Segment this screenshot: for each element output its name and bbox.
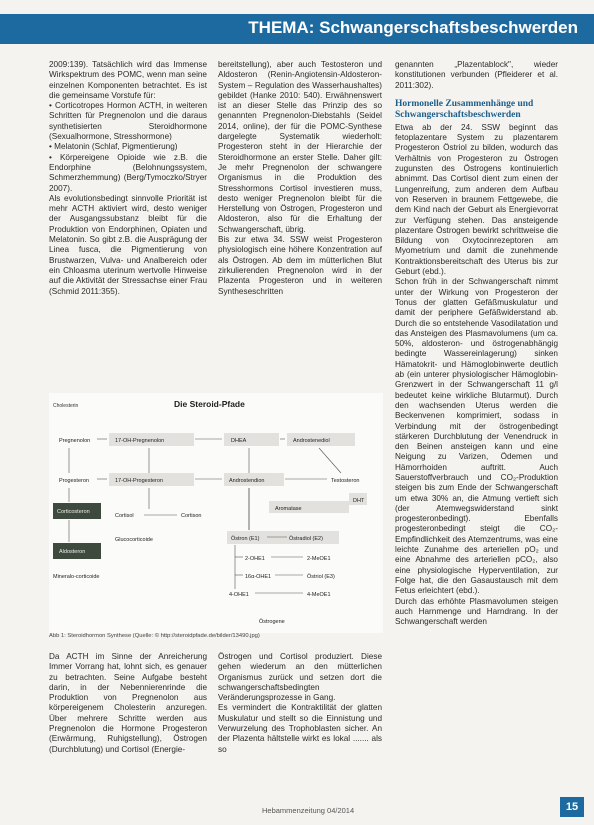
- paragraph: genannten „Plazentablock", wieder konstitutionen verbunden (Pfleiderer et al. 2011:302).: [395, 60, 558, 90]
- node-17oh-progesteron: 17-OH-Progesteron: [115, 478, 163, 484]
- list-item: • Melatonin (Schlaf, Pigmentierung): [49, 142, 178, 152]
- node-aromatase: Aromatase: [275, 506, 302, 512]
- node-16a-ohe1: 16α-OHE1: [245, 574, 272, 580]
- diagram-title: Die Steroid-Pfade: [174, 399, 245, 409]
- paragraph: Da ACTH im Sinne der Anreicherung Immer Vorrang hat, lohnt sich, es genauer zu betrachten. Seine Aufgabe besteht darin, in der Nebennierenrinde die Produktion von Pregnenolon aus körpereigenem Cholesterin anzuregen. Über mehrere Schritte werden aus Pregnenolon die Hormone Progesteron (Erwärmung, Ruhigstellung), Östrogen (Durchblutung) und Cortisol (Energie-: [49, 652, 207, 754]
- node-oestradiol: Östradiol (E2): [289, 536, 323, 542]
- paragraph: Schon früh in der Schwangerschaft nimmt unter der Wirkung von Progesteron der Tonus der glatten Gefäßmuskulatur und damit der periphere Gefäßwiderstand ab. Durch die so entstehende Vasodilatation und das Ansteigen des Plasmavolumens (um ca. 50%, aldosteron- und östrogenabhängig bedingte Wassereinlagerung) sinken Hämatokrit- und Hämoglobinwerte deutlich ab (ein unterer physiologischer Hämoglobin-Grenzwert in der Schwangerschaft 11 g/l bedeutet keine wirkliche Blutarmut). Durch den wachsenden Uterus werden die Beckenvenen komprimiert, sodass in Verbindung mit der östrogenbedingt stärkeren Durchblutung der Venendruck in den Beinen ansteigen kann und eine Neigung zu Varizen, Ödemen und Hämorrhoiden auftritt. Auch Sauerstoffverbrauch und CO₂-Produktion steigen bis zum Ende der Schwangerschaft um etwa 30% an, die Atmung vertieft sich (der Atemwegswiderstand sinkt progesteronbedingt). Ebenfalls progesteronbedingt steigt die CO₂-Empfindlichkeit des Atemzentrums, was eine leichte Zunahme des arteriellen pO₂ und eine Abnahme des arteriellen pCO₂, also eine physiologische Hyperventilation, zur Folge hat, die den Gasaustausch mit dem Fetus erleichtert (ebd.).: [395, 277, 558, 596]
- paragraph: Östrogen und Cortisol produziert. Diese gehen wiederum an den mütterlichen Organismus zurück und setzen dort die schwangerschaftsbedingten Veränderungsprozesse in Gang.: [218, 652, 382, 703]
- node-aldosteron: Aldosteron: [59, 549, 86, 555]
- node-2-ohe1: 2-OHE1: [245, 556, 265, 562]
- diagram-cholesterin-label: Cholesterin: [53, 403, 79, 409]
- label-mineralocorticoide: Mineralo-corticoide: [53, 574, 100, 580]
- text-column-2: [218, 60, 382, 297]
- node-progesteron: Progesteron: [59, 478, 89, 484]
- paragraph: 2009:139). Tatsächlich wird das Immense Wirkspektrum des POMC, wenn man seine einzelnen Komponenten betrachtet. Es ist die gemeinsame Vorstufe für:: [49, 60, 207, 100]
- node-androstenediol: Androstenediol: [293, 438, 330, 444]
- node-dhea: DHEA: [231, 438, 247, 444]
- text-column-1: [49, 60, 207, 297]
- journal-footer: Hebammenzeitung 04/2014: [262, 806, 355, 815]
- node-pregnenolon: Pregnenolon: [59, 438, 91, 444]
- text-column-3: [395, 60, 558, 627]
- label-glucocorticoide: Glucocorticoide: [115, 537, 153, 543]
- page-topic-title: THEMA: Schwangerschaftsbeschwerden: [248, 18, 578, 37]
- node-4-ohe1: 4-OHE1: [229, 592, 249, 598]
- arrow: [319, 448, 341, 473]
- text-column-1-lower: [49, 652, 207, 755]
- figure-caption: Abb 1: Steroidhormon Synthese (Quelle: © http://steroidpfade.de/bilder/13490.jpg): [49, 633, 260, 639]
- node-17oh-pregnenolon: 17-OH-Pregnenolon: [115, 438, 165, 444]
- node-2-meoe1: 2-MeOE1: [307, 556, 331, 562]
- label-oestrogene: Östrogene: [259, 619, 285, 625]
- list-item: • Corticotropes Hormon ACTH, in weiteren Schritten für Pregnenolon und die daraus synthetisierten Steroidhormone (Sexualhormone, Stresshormone): [49, 101, 207, 142]
- paragraph: Durch das erhöhte Plasmavolumen steigen auch Harnmenge und Harndrang. In der Schwangerschaft werden: [395, 596, 558, 627]
- node-androstendion: Androstendion: [229, 478, 265, 484]
- page-header-bar: [0, 14, 594, 44]
- page-number: 15: [560, 797, 584, 817]
- paragraph: Als evolutionsbedingt sinnvolle Priorität ist mehr ACTH aktiviert wird, desto weniger der Ausgangssubstanz bleibt für die Produktion von Endorphinen, Opiaten und Melatonin. So gibt z.B. die Ausprägung der Linea fusca, die Pigmentierung von Brustwarzen, Vulva- und Analbereich oder ein Chloasma uterinum wertvolle Hinweise auf die Aktivität der Stressachse einer Frau (Schmid 2011:355).: [49, 193, 207, 296]
- paragraph: Bis zur etwa 34. SSW weist Progesteron physiologisch eine höhere Konzentration auf als Östrogen. Ab dem im mütterlichen Blut zirkulierenden Pregnenolon wird in der Plazenta Progesteron und in weiteren Syntheseschritten: [218, 235, 382, 296]
- node-oestron: Östron (E1): [231, 536, 260, 542]
- section-heading: Hormonelle Zusammenhänge und Schwangerschaftsbeschwerden: [395, 98, 534, 120]
- text-column-2-lower: [218, 652, 382, 755]
- steroid-pathway-diagram: [49, 393, 383, 633]
- paragraph: Etwa ab der 24. SSW beginnt das fetoplazentare System zu plazentarem Progesteron Östriol zu bilden, wodurch das Verhältnis von Progesteron zu Östrogen zugunsten des Östrogens kontinuierlich abnimmt. Das Cortisol dient zum einen der Lungenreifung, zum anderen dem Aufbau von Reserven in braunem Fettgewebe, die dem Kind nach der Geburt als Energievorrat zur Verfügung stehen. Das ansteigende plazentare Östrogen bewirkt schrittweise die Bildung von Oxytocinrezeptoren am Myometrium und damit die zunehmende Kontraktionsbereitschaft des Uterus bis zur Geburt (ebd.).: [395, 122, 558, 277]
- list-item: • Körpereigene Opioide wie z.B. die Endorphine (Belohnungssystem, Schmerzhemmung) (Berg/Tymoczko/Stryer 2007).: [49, 152, 207, 193]
- node-4-meoe1: 4-MeOE1: [307, 592, 331, 598]
- node-dht: DHT: [353, 498, 365, 504]
- node-cortisol: Cortisol: [115, 513, 134, 519]
- node-corticosteron: Corticosteron: [57, 509, 90, 515]
- paragraph: Es vermindert die Kontraktilität der glatten Muskulatur und stellt so die Einnistung und Verwurzelung des Trophoblasten sicher. An der Plazenta hältstelle wirkt es lokal ....... als so: [218, 703, 382, 754]
- node-cortison: Cortison: [181, 513, 202, 519]
- node-oestriol: Östriol (E3): [307, 574, 335, 580]
- node-testosteron: Testosteron: [331, 478, 360, 484]
- paragraph: bereitstellung), aber auch Testosteron und Aldosteron (Renin-Angiotensin-Aldosteron-System – Regulation des Wasserhaushaltes) gebildet (Hanke 2010: 540). Erwähnenswert ist an dieser Stelle das Prinzip des so genannten Pregnenolon-Diebstahls (Seidel 2014, online), der für die POMC-Synthese dargelegte Systematik wiederholt: Progesteron steht in der Hierarchie der Steroidhormone an erster Stelle. Daher gilt: Je mehr Pregnenolon der schwangere Organismus in die Produktion des Stresshormons Cortisol investieren muss, desto weniger Pregnenolon bleibt für die Herstellung von Östrogen, Progesteron und Aldosteron, also für die Erhaltung der Schwangerschaft, übrig.: [218, 60, 382, 234]
